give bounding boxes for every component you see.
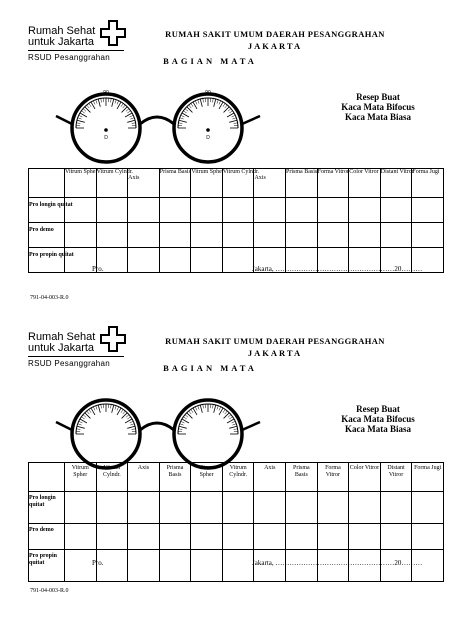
pro-label: Pro. bbox=[92, 265, 104, 273]
table-cell[interactable] bbox=[349, 223, 381, 248]
lens-tick bbox=[200, 99, 202, 107]
header-cell: Axis bbox=[254, 169, 286, 198]
lens-tick bbox=[115, 100, 116, 104]
hospital-logo bbox=[28, 328, 148, 388]
table-cell[interactable] bbox=[412, 524, 444, 550]
table-cell[interactable] bbox=[159, 198, 191, 223]
table-cell[interactable] bbox=[254, 524, 286, 550]
resep-line-2: Kaca Mata Bifocus bbox=[341, 414, 415, 424]
resep-line-1: Resep Buat bbox=[356, 404, 400, 414]
lens-tick bbox=[132, 123, 136, 124]
lens-tick bbox=[89, 409, 91, 412]
lens-tick bbox=[224, 107, 230, 113]
lens-tick bbox=[217, 100, 218, 104]
lens-tick bbox=[112, 99, 114, 107]
table-cell[interactable] bbox=[65, 492, 97, 524]
lens-tick bbox=[181, 115, 185, 117]
header-cell: Color Vitror bbox=[349, 463, 381, 492]
hospital-title: RUMAH SAKIT UMUM DAERAH PESANGGRAHAN bbox=[165, 336, 385, 346]
lens-tick bbox=[132, 429, 136, 430]
table-cell[interactable] bbox=[380, 223, 412, 248]
glasses-axis-diagram bbox=[50, 80, 270, 166]
lens-tick bbox=[81, 111, 84, 113]
lens-tick bbox=[234, 123, 238, 124]
cross-icon bbox=[100, 326, 126, 356]
logo-line-1: Rumah Sehat bbox=[28, 25, 96, 37]
table-cell[interactable] bbox=[159, 550, 191, 582]
table-cell[interactable] bbox=[286, 223, 318, 248]
lens-tick bbox=[79, 421, 83, 423]
lens-tick bbox=[101, 404, 102, 408]
table-header-row bbox=[29, 169, 444, 198]
lens-tick bbox=[96, 406, 97, 410]
header-cell: Forma Vitror bbox=[317, 169, 349, 198]
lens-tick bbox=[79, 115, 83, 117]
nose-bridge bbox=[140, 117, 174, 124]
header-cell: Prisma Basis bbox=[159, 463, 191, 492]
table-cell[interactable] bbox=[380, 492, 412, 524]
lens-tick bbox=[219, 101, 221, 105]
header-cell: Prisma Basis bbox=[159, 169, 191, 198]
lens-tick bbox=[130, 421, 134, 423]
lens-tick bbox=[232, 421, 236, 423]
table-cell[interactable] bbox=[191, 524, 223, 550]
lens-tick bbox=[225, 105, 228, 108]
lens-tick bbox=[229, 111, 232, 113]
lens-tick bbox=[117, 407, 119, 411]
lens-tick bbox=[127, 426, 135, 428]
lens-tick bbox=[77, 120, 85, 122]
table-cell[interactable] bbox=[191, 223, 223, 248]
table-cell[interactable] bbox=[96, 198, 128, 223]
lens-tick bbox=[78, 118, 82, 119]
table-cell[interactable] bbox=[222, 524, 254, 550]
prescription-form-bottom bbox=[0, 316, 474, 632]
lens-tick bbox=[191, 409, 193, 412]
header-cell: Forma Jugi bbox=[412, 463, 444, 492]
resep-line-3: Kaca Mata Biasa bbox=[345, 424, 411, 434]
header-cell: Vitrum Cylndr. bbox=[96, 169, 128, 198]
table-cell[interactable] bbox=[159, 248, 191, 273]
table-cell[interactable] bbox=[159, 524, 191, 550]
right-lens bbox=[174, 400, 242, 468]
lens-tick bbox=[76, 123, 80, 124]
lens-tick bbox=[121, 103, 123, 106]
table-cell[interactable] bbox=[128, 223, 160, 248]
table-cell[interactable] bbox=[159, 223, 191, 248]
header-cell: Vitrum Spher bbox=[191, 169, 223, 198]
lens-tick bbox=[111, 404, 112, 408]
table-cell[interactable] bbox=[128, 492, 160, 524]
table-header-row bbox=[29, 463, 444, 492]
lens-tick bbox=[85, 413, 91, 419]
header-cell bbox=[29, 169, 65, 198]
logo-line-3: RSUD Pesanggrahan bbox=[28, 53, 111, 62]
table-cell[interactable] bbox=[159, 492, 191, 524]
logo-rule bbox=[28, 356, 124, 357]
table-cell[interactable] bbox=[191, 550, 223, 582]
right-d-label: D bbox=[206, 135, 210, 141]
row-label: Pro demo bbox=[29, 223, 65, 248]
table-cell[interactable] bbox=[349, 524, 381, 550]
lens-tick bbox=[122, 413, 128, 419]
lens-tick bbox=[130, 424, 134, 425]
lens-tick bbox=[93, 407, 95, 411]
right-lens bbox=[174, 94, 242, 162]
lens-tick bbox=[181, 421, 185, 423]
jakarta-date-line[interactable]: Jakarta, ……………………………………………20……… bbox=[252, 559, 423, 567]
header-cell: Forma Vitror bbox=[317, 463, 349, 492]
header-cell: Prisma Basis bbox=[286, 169, 318, 198]
right-90-label: 90 bbox=[205, 90, 211, 96]
left-temple bbox=[56, 422, 72, 430]
table-cell[interactable] bbox=[96, 492, 128, 524]
lens-tick bbox=[180, 424, 184, 425]
lens-tick bbox=[203, 404, 204, 408]
lens-tick bbox=[130, 118, 134, 119]
lens-tick bbox=[213, 98, 214, 102]
table-row bbox=[29, 492, 444, 524]
table-cell[interactable] bbox=[286, 524, 318, 550]
lens-tick bbox=[228, 415, 231, 418]
lens-tick bbox=[123, 411, 126, 414]
table-cell[interactable] bbox=[222, 248, 254, 273]
lens-tick bbox=[189, 105, 192, 108]
table-row bbox=[29, 198, 444, 223]
department-title: BAGIAN MATA bbox=[163, 363, 257, 373]
lens-tick bbox=[117, 101, 119, 105]
lens-tick bbox=[126, 109, 129, 112]
lens-tick bbox=[213, 404, 214, 408]
header-cell: Axis bbox=[254, 463, 286, 492]
left-90-label: 90 bbox=[103, 90, 109, 96]
lens-tick bbox=[178, 429, 182, 430]
lens-tick bbox=[232, 424, 236, 425]
lens-tick bbox=[187, 107, 193, 113]
table-cell[interactable] bbox=[222, 492, 254, 524]
nose-bridge bbox=[140, 423, 174, 430]
table-cell[interactable] bbox=[349, 492, 381, 524]
header-cell: Vitrum Cylndr. bbox=[222, 169, 254, 198]
header-cell: Forma Jugi bbox=[412, 169, 444, 198]
lens-tick bbox=[179, 426, 187, 428]
table-cell[interactable] bbox=[128, 524, 160, 550]
lens-tick bbox=[200, 405, 202, 413]
hospital-city: JAKARTA bbox=[247, 348, 303, 358]
table-cell[interactable] bbox=[380, 524, 412, 550]
lens-tick bbox=[96, 100, 97, 104]
lens-tick bbox=[180, 118, 184, 119]
lens-tick bbox=[87, 411, 90, 414]
pro-label: Pro. bbox=[92, 559, 104, 567]
logo-line-2: untuk Jakarta bbox=[28, 36, 95, 48]
lens-tick bbox=[83, 415, 86, 418]
table-cell[interactable] bbox=[317, 198, 349, 223]
lens-tick bbox=[217, 406, 218, 410]
lens-tick bbox=[198, 100, 199, 104]
right-center-dot bbox=[206, 128, 210, 132]
table-cell[interactable] bbox=[96, 524, 128, 550]
lens-tick bbox=[198, 406, 199, 410]
header-cell: Axis bbox=[128, 169, 160, 198]
header-cell: Vitrum Spher bbox=[65, 463, 97, 492]
row-label: Pro demo bbox=[29, 524, 65, 550]
lens-tick bbox=[223, 409, 225, 412]
lens-tick bbox=[98, 405, 100, 413]
lens-tick bbox=[127, 417, 130, 419]
header-cell bbox=[29, 463, 65, 492]
header-cell: Vitrum Spher bbox=[191, 463, 223, 492]
lens-tick bbox=[179, 120, 187, 122]
hospital-city: JAKARTA bbox=[247, 41, 303, 51]
row-label: Pro longin quitat bbox=[29, 492, 65, 524]
hospital-logo bbox=[28, 22, 148, 82]
lens-tick bbox=[203, 98, 204, 102]
lens-tick bbox=[85, 107, 91, 113]
lens-tick bbox=[229, 417, 232, 419]
logo-line-1: Rumah Sehat bbox=[28, 331, 96, 343]
resep-line-2: Kaca Mata Bifocus bbox=[341, 102, 415, 112]
header-cell: Distant Vitror bbox=[380, 169, 412, 198]
lens-tick bbox=[115, 406, 116, 410]
logo-rule bbox=[28, 50, 124, 51]
lens-tick bbox=[219, 407, 221, 411]
table-cell[interactable] bbox=[65, 524, 97, 550]
lens-tick bbox=[87, 105, 90, 108]
lens-tick bbox=[195, 407, 197, 411]
logo-line-2: untuk Jakarta bbox=[28, 342, 95, 354]
table-cell[interactable] bbox=[191, 248, 223, 273]
lens-tick bbox=[123, 105, 126, 108]
lens-tick bbox=[223, 103, 225, 106]
cross-icon bbox=[100, 20, 126, 50]
lens-tick bbox=[93, 101, 95, 105]
lens-tick bbox=[111, 98, 112, 102]
lens-tick bbox=[229, 120, 237, 122]
lens-tick bbox=[229, 426, 237, 428]
lens-tick bbox=[214, 405, 216, 413]
resep-line-1: Resep Buat bbox=[356, 92, 400, 102]
lens-tick bbox=[225, 411, 228, 414]
left-center-dot bbox=[104, 128, 108, 132]
lens-tick bbox=[232, 115, 236, 117]
form-code: 791-04-003-R.0 bbox=[30, 295, 69, 301]
lens-tick bbox=[127, 111, 130, 113]
left-lens bbox=[72, 94, 140, 162]
lens-tick bbox=[232, 118, 236, 119]
lens-tick bbox=[178, 123, 182, 124]
table-row bbox=[29, 223, 444, 248]
table-cell[interactable] bbox=[286, 198, 318, 223]
resep-line-3: Kaca Mata Biasa bbox=[345, 112, 411, 122]
header-cell: Distant Vitror bbox=[380, 463, 412, 492]
table-cell[interactable] bbox=[222, 198, 254, 223]
table-cell[interactable] bbox=[317, 524, 349, 550]
table-cell[interactable] bbox=[128, 248, 160, 273]
lens-tick bbox=[98, 99, 100, 107]
header-cell: Vitrum Cylndr. bbox=[96, 463, 128, 492]
lens-tick bbox=[185, 415, 188, 418]
table-cell[interactable] bbox=[254, 198, 286, 223]
logo-line-3: RSUD Pesanggrahan bbox=[28, 359, 111, 368]
lens-tick bbox=[187, 413, 193, 419]
lens-tick bbox=[121, 409, 123, 412]
lens-tick bbox=[234, 429, 238, 430]
lens-tick bbox=[183, 111, 186, 113]
lens-tick bbox=[130, 115, 134, 117]
header-cell: Prisma Basis bbox=[286, 463, 318, 492]
lens-tick bbox=[228, 109, 231, 112]
glasses-axis-diagram bbox=[50, 386, 270, 472]
table-cell[interactable] bbox=[349, 198, 381, 223]
row-label: Pro longin quitat bbox=[29, 198, 65, 223]
header-cell: Axis bbox=[128, 463, 160, 492]
lens-tick bbox=[185, 109, 188, 112]
left-temple bbox=[56, 116, 72, 124]
lens-tick bbox=[81, 417, 84, 419]
table-cell[interactable] bbox=[412, 492, 444, 524]
lens-tick bbox=[195, 101, 197, 105]
header-cell: Color Vitror bbox=[349, 169, 381, 198]
table-cell[interactable] bbox=[412, 198, 444, 223]
lens-tick bbox=[83, 109, 86, 112]
right-temple bbox=[242, 116, 260, 124]
table-cell[interactable] bbox=[128, 550, 160, 582]
lens-tick bbox=[101, 98, 102, 102]
table-cell[interactable] bbox=[254, 223, 286, 248]
prescription-type bbox=[330, 404, 426, 434]
lens-tick bbox=[189, 411, 192, 414]
table-cell[interactable] bbox=[191, 492, 223, 524]
lens-tick bbox=[76, 429, 80, 430]
lens-tick bbox=[127, 120, 135, 122]
table-cell[interactable] bbox=[96, 223, 128, 248]
table-cell[interactable] bbox=[380, 198, 412, 223]
table-cell[interactable] bbox=[191, 198, 223, 223]
table-cell[interactable] bbox=[65, 223, 97, 248]
lens-tick bbox=[183, 417, 186, 419]
right-temple bbox=[242, 422, 260, 430]
form-code: 791-04-003-R.0 bbox=[30, 588, 69, 594]
table-cell[interactable] bbox=[254, 492, 286, 524]
table-cell[interactable] bbox=[222, 223, 254, 248]
header-cell: Vitrum Spher bbox=[65, 169, 97, 198]
lens-tick bbox=[126, 415, 129, 418]
row-label: Pro propin quitat bbox=[29, 248, 65, 273]
left-d-label: D bbox=[104, 135, 108, 141]
lens-tick bbox=[122, 107, 128, 113]
lens-tick bbox=[78, 424, 82, 425]
hospital-title: RUMAH SAKIT UMUM DAERAH PESANGGRAHAN bbox=[165, 29, 385, 39]
table-cell[interactable] bbox=[412, 223, 444, 248]
table-cell[interactable] bbox=[286, 492, 318, 524]
lens-tick bbox=[224, 413, 230, 419]
lens-tick bbox=[112, 405, 114, 413]
department-title: BAGIAN MATA bbox=[163, 56, 257, 66]
row-label: Pro propin quitat bbox=[29, 550, 65, 582]
header-cell: Vitrum Cylndr. bbox=[222, 463, 254, 492]
table-cell[interactable] bbox=[317, 492, 349, 524]
table-cell[interactable] bbox=[128, 198, 160, 223]
lens-tick bbox=[214, 99, 216, 107]
lens-tick bbox=[191, 103, 193, 106]
table-row bbox=[29, 524, 444, 550]
prescription-type bbox=[330, 92, 426, 122]
table-cell[interactable] bbox=[317, 223, 349, 248]
prescription-table bbox=[28, 168, 444, 273]
left-lens bbox=[72, 400, 140, 468]
lens-tick bbox=[77, 426, 85, 428]
lens-tick bbox=[89, 103, 91, 106]
jakarta-date-line[interactable]: Jakarta, ……………………………………………20……… bbox=[252, 265, 423, 273]
table-cell[interactable] bbox=[222, 550, 254, 582]
